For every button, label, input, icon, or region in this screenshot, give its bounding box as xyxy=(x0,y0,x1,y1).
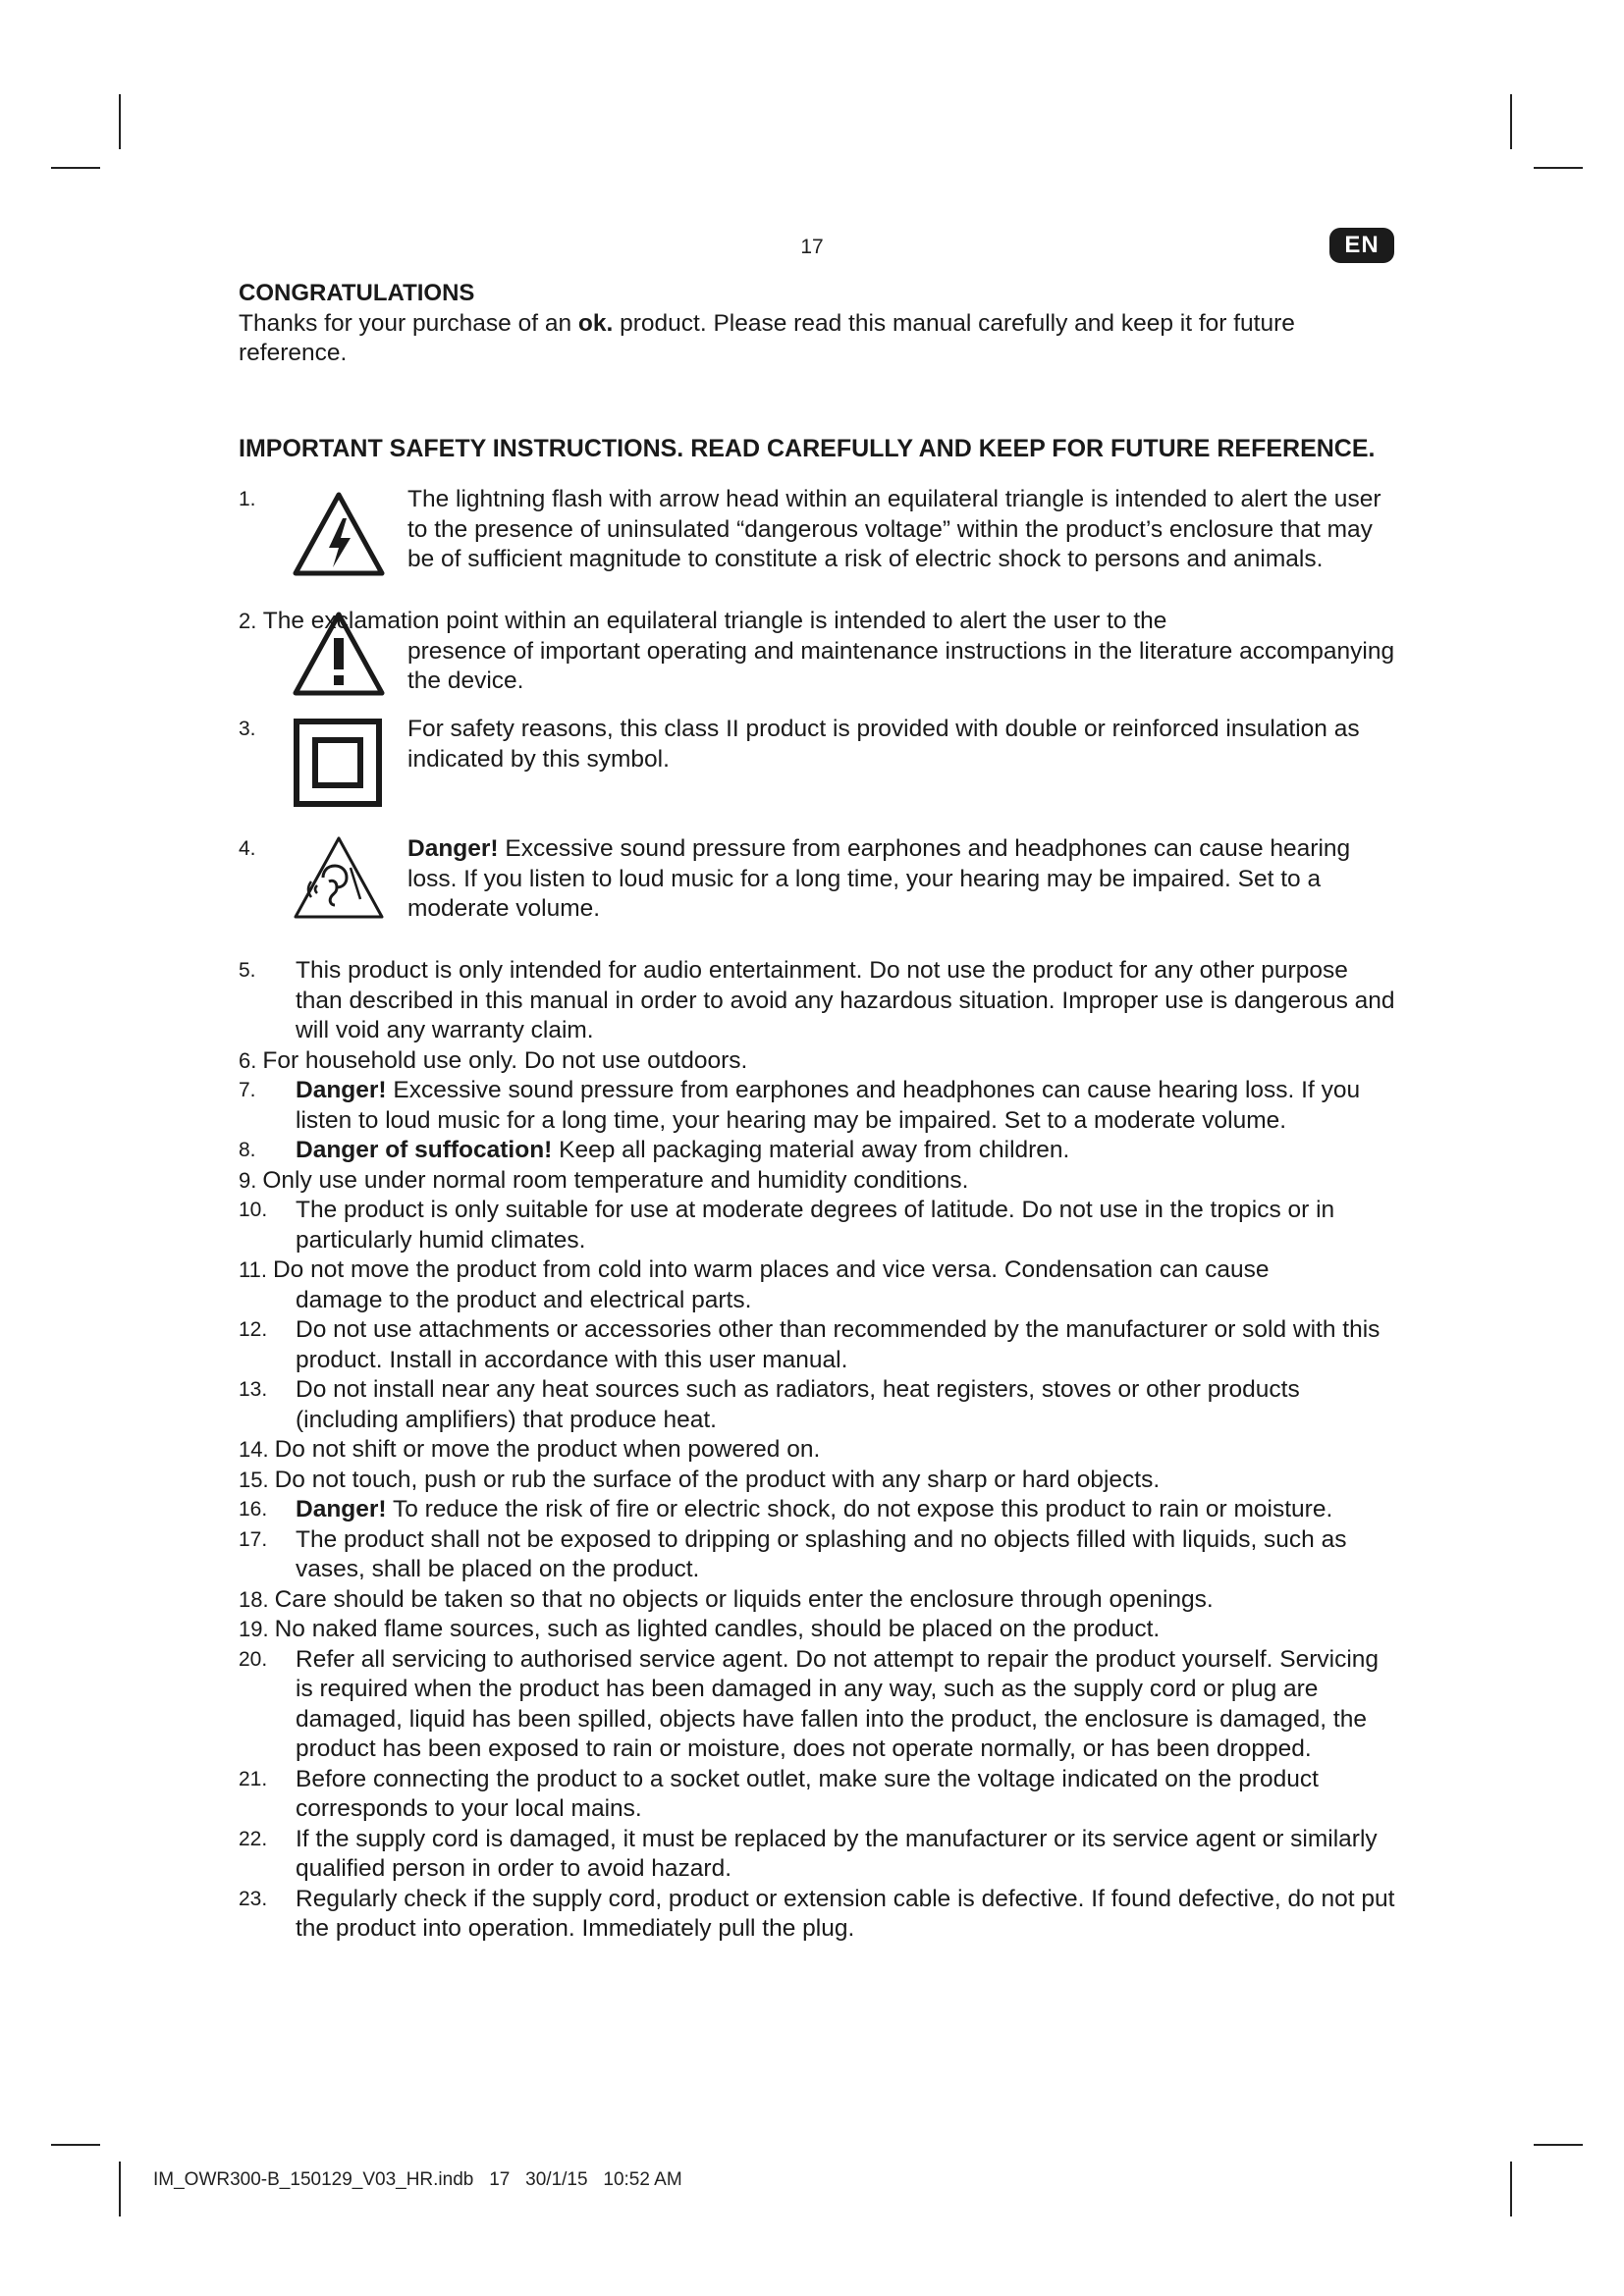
item-text: presence of important operating and maintenance instructions in the literature accompanying the device. xyxy=(407,637,1395,694)
item-text-lead: The exclamation point within an equilateral triangle is intended to alert the user to the xyxy=(262,608,1167,634)
list-item-6 xyxy=(239,1046,1397,1077)
item-text xyxy=(407,834,1397,925)
item-text: Regularly check if the supply cord, product or extension cable is defective. If found defective, do not put the product into operation. Immediately pull the plug. xyxy=(296,1885,1395,1942)
list-item-17 xyxy=(239,1525,1397,1585)
item-text: Do not install near any heat sources such as radiators, heat registers, stoves or other products (including amplifiers) that produce heat. xyxy=(296,1376,1300,1433)
manual-content xyxy=(239,279,1397,1945)
list-item-8 xyxy=(239,1136,1397,1166)
list-item-7 xyxy=(239,1076,1397,1136)
safety-symbol-item-1 xyxy=(239,485,1397,607)
crop-mark-top-right-v xyxy=(1510,94,1512,149)
item-lead: Danger! xyxy=(407,835,499,862)
item-number: 12. xyxy=(239,1318,268,1341)
item-text: Before connecting the product to a socket outlet, make sure the voltage indicated on the product corresponds to your local mains. xyxy=(296,1765,1319,1822)
crop-mark-bottom-left-h xyxy=(51,2144,100,2146)
item-body: Excessive sound pressure from earphones and headphones can cause hearing loss. If you listen to loud music for a long time, your hearing may be impaired. Set to a moderate volume. xyxy=(296,1077,1361,1134)
list-item-23 xyxy=(239,1885,1397,1945)
item-number: 17. xyxy=(239,1527,268,1551)
list-item-21 xyxy=(239,1765,1397,1825)
list-item-13 xyxy=(239,1375,1397,1435)
item-body: Excessive sound pressure from earphones and headphones can cause hearing loss. If you listen to loud music for a long time, your hearing may be impaired. Set to a moderate volume. xyxy=(407,835,1351,922)
safety-symbol-item-2 xyxy=(239,607,1397,715)
item-text: Refer all servicing to authorised service agent. Do not attempt to repair the product yourself. Servicing is required when the product has been damaged in any way, such as the supply cord or plug are damaged, liquid has been spilled, objects have fallen into the product, the enclosure is damaged, the product has been exposed to rain or moisture, does not operate normally, or has been dropped. xyxy=(296,1645,1380,1762)
item-number: 19. xyxy=(239,1617,269,1641)
crop-mark-bottom-right-h xyxy=(1534,2144,1583,2146)
item-number: 6. xyxy=(239,1047,257,1073)
exclamation-warning-icon xyxy=(292,611,386,706)
list-item-15 xyxy=(239,1466,1397,1496)
item-text: If the supply cord is damaged, it must be replaced by the manufacturer or its service agent or similarly qualified person in order to avoid hazard. xyxy=(296,1825,1378,1882)
item-number: 4. xyxy=(239,837,256,860)
language-badge: EN xyxy=(1329,228,1394,263)
item-text: Do not touch, push or rub the surface of the product with any sharp or hard objects. xyxy=(274,1466,1161,1493)
item-text: For household use only. Do not use outdoors. xyxy=(262,1046,748,1074)
list-item-22 xyxy=(239,1825,1397,1885)
intro-text-after: product. Please read this manual carefully and keep it for future reference. xyxy=(239,309,1295,366)
item-number: 11. xyxy=(239,1257,267,1282)
item-number: 10. xyxy=(239,1199,268,1221)
item-text: No naked flame sources, such as lighted candles, should be placed on the product. xyxy=(274,1616,1161,1642)
page-number: 17 xyxy=(800,236,824,258)
item-number: 1. xyxy=(239,488,256,510)
item-2-first-line xyxy=(239,607,1397,637)
intro-text-before: Thanks for your purchase of an xyxy=(239,309,578,337)
item-text xyxy=(296,1495,1397,1525)
item-text: Only use under normal room temperature and humidity conditions. xyxy=(262,1166,969,1194)
item-text: The lightning flash with arrow head within an equilateral triangle is intended to alert the user to the presence of uninsulated “dangerous voltage” within the product’s enclosure that may be of sufficient magnitude to constitute a risk of electric shock to persons and animals. xyxy=(407,486,1381,572)
item-text: Do not shift or move the product when powered on. xyxy=(274,1436,821,1463)
intro-paragraph xyxy=(239,309,1397,369)
lightning-warning-icon xyxy=(292,491,386,586)
item-lead: Danger! xyxy=(296,1496,387,1522)
list-item-19 xyxy=(239,1615,1397,1645)
item-text: Do not use attachments or accessories other than recommended by the manufacturer or sold with this product. Install in accordance with this user manual. xyxy=(296,1316,1380,1373)
item-lead: Danger of suffocation! xyxy=(296,1137,553,1163)
item-number: 16. xyxy=(239,1498,268,1521)
double-insulation-icon xyxy=(294,719,382,816)
list-item-12 xyxy=(239,1315,1397,1375)
item-number: 22. xyxy=(239,1827,268,1850)
item-number: 3. xyxy=(239,718,256,740)
item-body: To reduce the risk of fire or electric shock, do not expose this product to rain or moisture. xyxy=(386,1496,1333,1522)
item-text: This product is only intended for audio entertainment. Do not use the product for any other purpose than described in this manual in order to avoid any hazardous situation. Improper use is dangerous and will void any warranty claim. xyxy=(296,957,1395,1043)
item-lead: Danger! xyxy=(296,1077,387,1103)
safety-symbol-item-4 xyxy=(239,834,1397,956)
list-item-5 xyxy=(239,956,1397,1046)
item-number: 18. xyxy=(239,1586,269,1612)
safety-title: IMPORTANT SAFETY INSTRUCTIONS. READ CAREFULLY AND KEEP FOR FUTURE REFERENCE. xyxy=(239,434,1376,462)
list-item-11 xyxy=(239,1255,1397,1315)
item-number: 8. xyxy=(239,1139,256,1161)
congratulations-heading: CONGRATULATIONS xyxy=(239,280,475,306)
item-text: The product shall not be exposed to dripping or splashing and no objects filled with liquids, such as vases, shall be placed on the product. xyxy=(296,1525,1347,1582)
safety-symbol-item-3 xyxy=(239,715,1397,834)
item-number: 20. xyxy=(239,1647,268,1671)
item-text: Care should be taken so that no objects or liquids enter the enclosure through openings. xyxy=(274,1585,1214,1613)
safety-list xyxy=(239,956,1397,1945)
brand-name: ok. xyxy=(577,309,614,337)
list-item-20 xyxy=(239,1645,1397,1765)
list-item-16 xyxy=(239,1495,1397,1525)
print-file-info: IM_OWR300-B_150129_V03_HR.indb 17 30/1/15 10:52 AM xyxy=(153,2169,682,2190)
list-item-18 xyxy=(239,1585,1397,1616)
item-number: 21. xyxy=(239,1767,268,1790)
hearing-warning-icon xyxy=(292,834,386,930)
item-number: 7. xyxy=(239,1079,256,1101)
crop-mark-top-left-v xyxy=(119,94,121,149)
item-text: The product is only suitable for use at moderate degrees of latitude. Do not use in the tropics or in particularly humid climates. xyxy=(296,1197,1335,1254)
item-number: 13. xyxy=(239,1378,268,1401)
item-text-continued: damage to the product and electrical parts. xyxy=(296,1286,752,1313)
item-number: 5. xyxy=(239,959,256,982)
item-number: 2. xyxy=(239,609,257,633)
item-text: Do not move the product from cold into warm places and vice versa. Condensation can cause xyxy=(272,1256,1270,1283)
crop-mark-top-right-h xyxy=(1534,167,1583,169)
item-body: Keep all packaging material away from children. xyxy=(552,1137,1070,1163)
item-number: 15. xyxy=(239,1467,269,1492)
item-number: 9. xyxy=(239,1167,257,1193)
list-item-9 xyxy=(239,1166,1397,1197)
list-item-14 xyxy=(239,1435,1397,1466)
item-number: 14. xyxy=(239,1437,269,1462)
item-number: 23. xyxy=(239,1887,268,1910)
item-text xyxy=(296,1136,1397,1166)
crop-mark-bottom-right-v xyxy=(1510,2162,1512,2216)
list-item-10 xyxy=(239,1196,1397,1255)
item-text: For safety reasons, this class II product is provided with double or reinforced insulation as indicated by this symbol. xyxy=(407,716,1360,773)
item-text xyxy=(296,1076,1397,1136)
crop-mark-top-left-h xyxy=(51,167,100,169)
crop-mark-bottom-left-v xyxy=(119,2162,121,2216)
